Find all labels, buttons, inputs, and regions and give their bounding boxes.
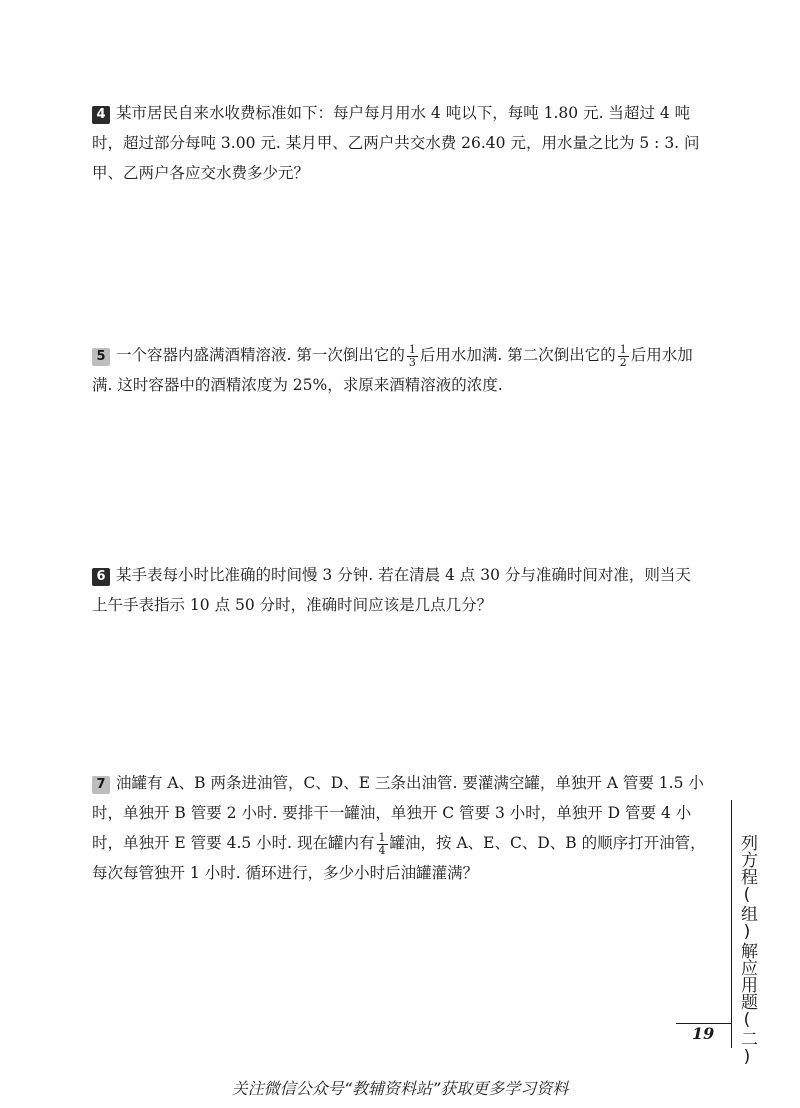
problem-6 <box>92 560 702 620</box>
problem-text-part-b: 后用水加满. 第二次倒出它的 <box>419 346 616 364</box>
fraction <box>407 344 418 369</box>
problem-number-badge: 7 <box>92 776 110 794</box>
fraction <box>377 832 388 857</box>
problem-text: 某市居民自来水收费标准如下：每户每月用水 4 吨以下，每吨 1.80 元. 当超过 4 吨时，超过部分每吨 3.00 元. 某月甲、乙两户共交水费 26.40 元，用水量之比为 5 : 3. 问甲、乙两户各应交水费多少元？ <box>92 104 700 182</box>
problem-text-part-b: 罐油，按 A、E、C、D、B 的顺序打开油管，每次每管独开 1 小时. 循环进行，多少小时后油罐灌满？ <box>92 834 706 882</box>
fraction-numerator: 1 <box>408 342 416 356</box>
side-divider <box>731 800 732 1048</box>
fraction-numerator: 1 <box>378 830 386 844</box>
footer-watermark: 关注微信公众号“教辅资料站”获取更多学习资料 <box>231 1079 569 1098</box>
fraction-denominator: 2 <box>619 355 627 369</box>
problem-number-badge: 6 <box>92 568 110 586</box>
fraction-numerator: 1 <box>619 342 627 356</box>
problem-5 <box>92 340 702 400</box>
problem-text: 某手表每小时比准确的时间慢 3 分钟. 若在清晨 4 点 30 分与准确时间对准，则当天上午手表指示 10 点 50 分时，准确时间应该是几点几分？ <box>92 566 691 614</box>
chapter-title: 列方程(组)解应用题(二) <box>737 834 757 1067</box>
fraction-denominator: 4 <box>378 843 386 857</box>
problem-text-part-c: 后用水加满. 这时容器中的酒精浓度为 25%，求原来酒精溶液的浓度. <box>92 346 693 394</box>
problem-4 <box>92 98 702 188</box>
problem-7 <box>92 768 706 888</box>
problem-text-part-a: 油罐有 A、B 两条进油管，C、D、E 三条出油管. 要灌满空罐，单独开 A 管要 1.5 小时，单独开 B 管要 2 小时. 要排干一罐油，单独开 C 管要 3 小时，单独开 D 管要 4 小时，单独开 E 管要 4.5 小时. 现在罐内有 <box>92 774 704 852</box>
fraction <box>618 344 629 369</box>
page-number: 19 <box>692 1024 715 1043</box>
problem-number-badge: 4 <box>92 106 110 124</box>
fraction-denominator: 3 <box>408 355 416 369</box>
problem-number-badge: 5 <box>92 348 110 366</box>
problem-text-part-a: 一个容器内盛满酒精溶液. 第一次倒出它的 <box>116 346 405 364</box>
